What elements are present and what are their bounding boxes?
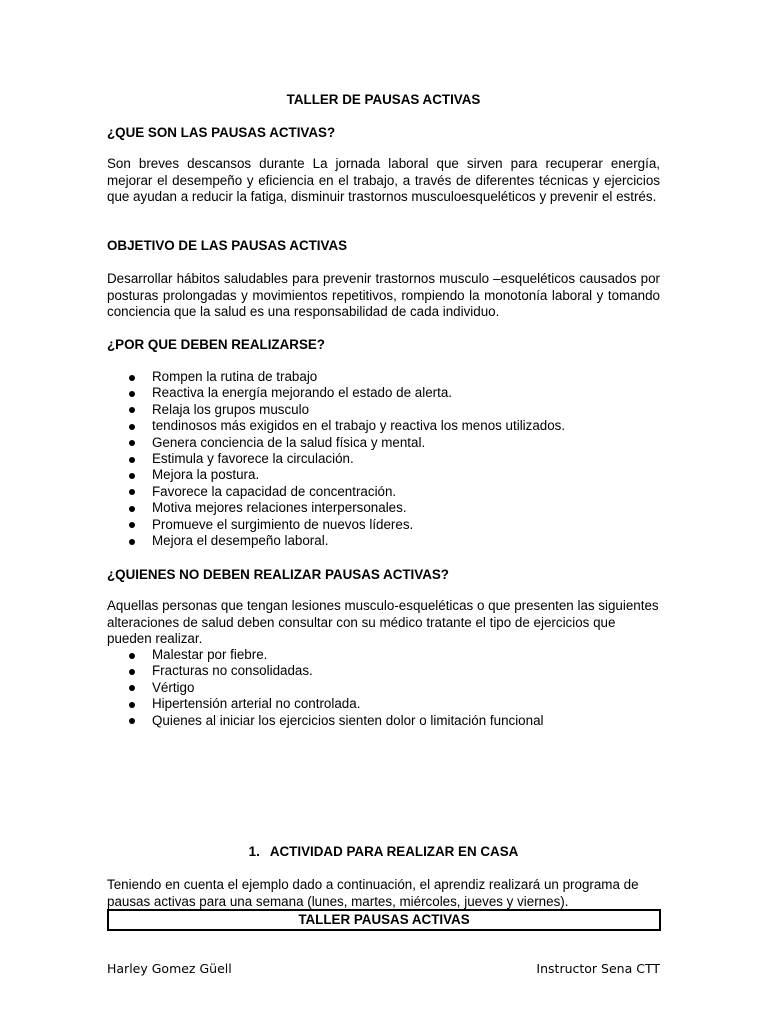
list-item: Mejora la postura. bbox=[107, 467, 565, 483]
bullet-icon bbox=[129, 457, 135, 463]
boxed-title: TALLER PAUSAS ACTIVAS bbox=[107, 909, 661, 931]
list-item: Malestar por fiebre. bbox=[107, 647, 544, 663]
list-item: Relaja los grupos musculo bbox=[107, 402, 565, 418]
bullet-icon bbox=[129, 653, 135, 659]
list-item: Rompen la rutina de trabajo bbox=[107, 369, 565, 385]
list-item: Promueve el surgimiento de nuevos líderes. bbox=[107, 517, 565, 533]
list-item: Genera conciencia de la salud física y mental. bbox=[107, 435, 565, 451]
heading-quienes-no: ¿QUIENES NO DEBEN REALIZAR PAUSAS ACTIVAS? bbox=[107, 567, 449, 582]
document-title: TALLER DE PAUSAS ACTIVAS bbox=[286, 92, 481, 107]
bullet-icon bbox=[129, 685, 135, 691]
bullet-icon bbox=[129, 669, 135, 675]
heading-actividad bbox=[107, 844, 660, 859]
paragraph-objetivo: Desarrollar hábitos saludables para prevenir trastornos musculo –esqueléticos causados por posturas prolongadas y movimientos repetitivos, rompiendo la monotonía laboral y tomando conciencia que la salud es una responsabilidad de cada individuo. bbox=[107, 271, 660, 319]
footer-role: Instructor Sena CTT bbox=[536, 961, 660, 976]
bullet-icon bbox=[129, 489, 135, 495]
bullet-icon bbox=[129, 424, 135, 430]
bullet-icon bbox=[129, 391, 135, 397]
list-item: Reactiva la energía mejorando el estado de alerta. bbox=[107, 385, 565, 401]
list-item: Vértigo bbox=[107, 680, 544, 696]
bullet-icon bbox=[129, 718, 135, 724]
bullet-icon bbox=[129, 375, 135, 381]
list-item: Hipertensión arterial no controlada. bbox=[107, 696, 544, 712]
list-quienes-no bbox=[107, 647, 544, 729]
heading-objetivo: OBJETIVO DE LAS PAUSAS ACTIVAS bbox=[107, 238, 348, 253]
heading-que-son: ¿QUE SON LAS PAUSAS ACTIVAS? bbox=[107, 125, 336, 140]
list-item: Fracturas no consolidadas. bbox=[107, 663, 544, 679]
heading-actividad-text: ACTIVIDAD PARA REALIZAR EN CASA bbox=[269, 844, 519, 859]
list-item: Motiva mejores relaciones interpersonales. bbox=[107, 500, 565, 516]
bullet-icon bbox=[129, 522, 135, 528]
list-item: Mejora el desempeño laboral. bbox=[107, 533, 565, 549]
paragraph-actividad: Teniendo en cuenta el ejemplo dado a continuación, el aprendiz realizará un programa de pausas activas para una semana (lunes, martes, miércoles, jueves y viernes). bbox=[107, 877, 639, 909]
section-number: 1. bbox=[248, 844, 260, 859]
footer-author: Harley Gomez Güell bbox=[107, 961, 232, 976]
paragraph-quienes-no: Aquellas personas que tengan lesiones musculo-esqueléticas o que presenten las siguientes alteraciones de salud deben consultar con su médico tratante el tipo de ejercicios que pueden realizar. bbox=[107, 598, 659, 646]
list-item: Estimula y favorece la circulación. bbox=[107, 451, 565, 467]
bullet-icon bbox=[129, 702, 135, 708]
bullet-icon bbox=[129, 473, 135, 479]
bullet-icon bbox=[129, 440, 135, 446]
heading-por-que: ¿POR QUE DEBEN REALIZARSE? bbox=[107, 337, 325, 352]
bullet-icon bbox=[129, 539, 135, 545]
bullet-icon bbox=[129, 407, 135, 413]
bullet-icon bbox=[129, 506, 135, 512]
list-item: tendinosos más exigidos en el trabajo y reactiva los menos utilizados. bbox=[107, 418, 565, 434]
list-por-que bbox=[107, 369, 565, 549]
list-item: Quienes al iniciar los ejercicios sienten dolor o limitación funcional bbox=[107, 713, 544, 729]
list-item: Favorece la capacidad de concentración. bbox=[107, 484, 565, 500]
paragraph-que-son: Son breves descansos durante La jornada laboral que sirven para recuperar energía, mejorar el desempeño y eficiencia en el trabajo, a través de diferentes técnicas y ejercicios que ayudan a reducir la fatiga, disminuir trastornos musculoesqueléticos y prevenir el estrés. bbox=[107, 156, 660, 204]
